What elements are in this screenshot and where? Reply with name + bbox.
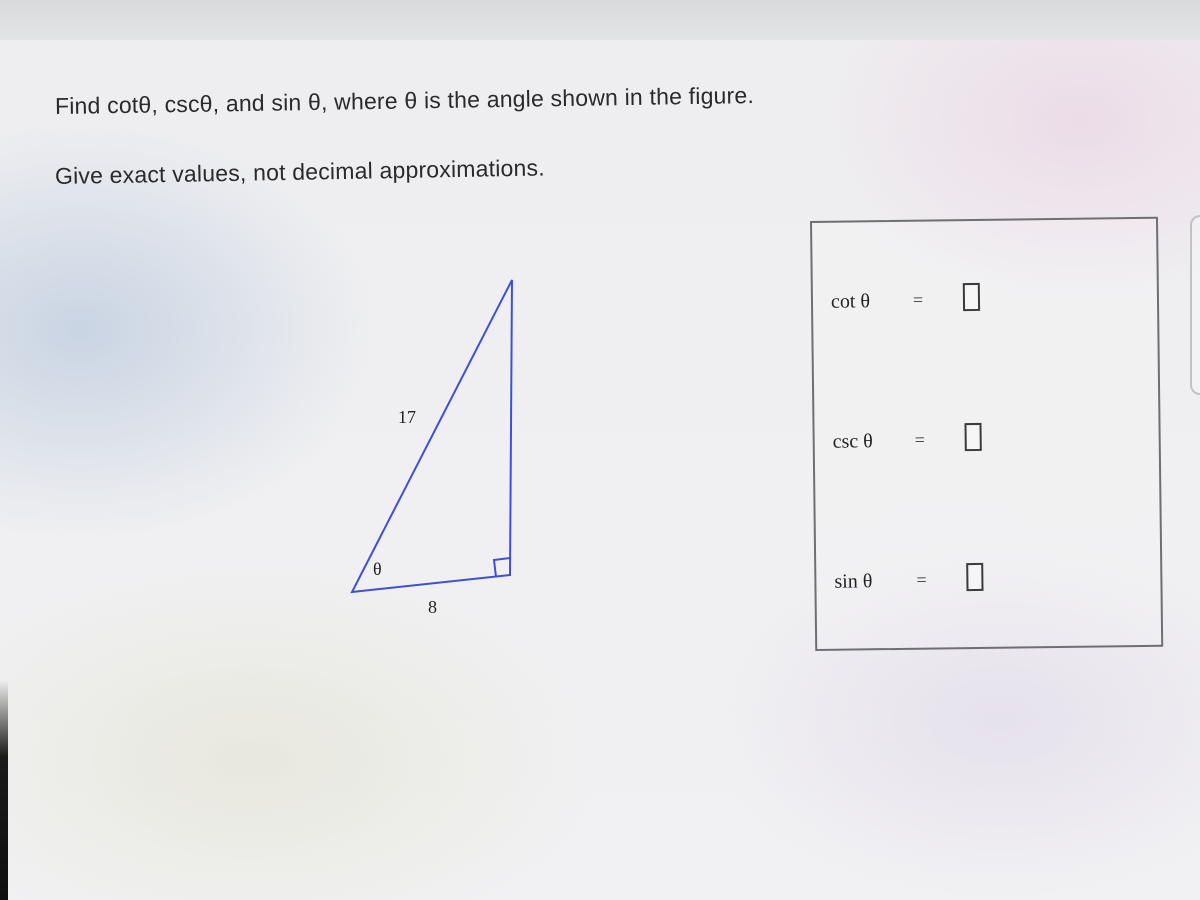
csc-label: csc θ bbox=[832, 430, 873, 453]
equals-sign: = bbox=[912, 289, 924, 310]
question-instruction: Find cotθ, cscθ, and sin θ, where θ is the angle shown in the figure. bbox=[54, 82, 755, 119]
csc-answer-input[interactable] bbox=[964, 423, 981, 451]
angle-label: θ bbox=[373, 559, 382, 579]
answer-row-sin bbox=[834, 559, 1144, 603]
triangle-outline bbox=[352, 280, 512, 592]
hypotenuse-label: 17 bbox=[398, 407, 416, 427]
equals-sign: = bbox=[914, 429, 925, 450]
answer-panel bbox=[810, 217, 1163, 651]
sin-label: sin θ bbox=[834, 570, 873, 593]
base-label: 8 bbox=[428, 597, 437, 617]
right-angle-marker bbox=[494, 558, 510, 577]
scrollbar[interactable] bbox=[1190, 215, 1200, 395]
answer-row-cot bbox=[831, 279, 1141, 323]
answer-row-csc bbox=[832, 419, 1142, 463]
triangle-figure bbox=[340, 270, 540, 620]
equals-sign: = bbox=[916, 569, 927, 590]
triangle-diagram bbox=[340, 270, 540, 620]
top-bar bbox=[0, 0, 1200, 40]
cot-label: cot θ bbox=[830, 290, 871, 313]
cot-answer-input[interactable] bbox=[963, 283, 980, 311]
screen-bezel-edge bbox=[0, 680, 8, 900]
sin-answer-input[interactable] bbox=[966, 563, 983, 591]
question-note: Give exact values, not decimal approximations. bbox=[54, 154, 546, 189]
